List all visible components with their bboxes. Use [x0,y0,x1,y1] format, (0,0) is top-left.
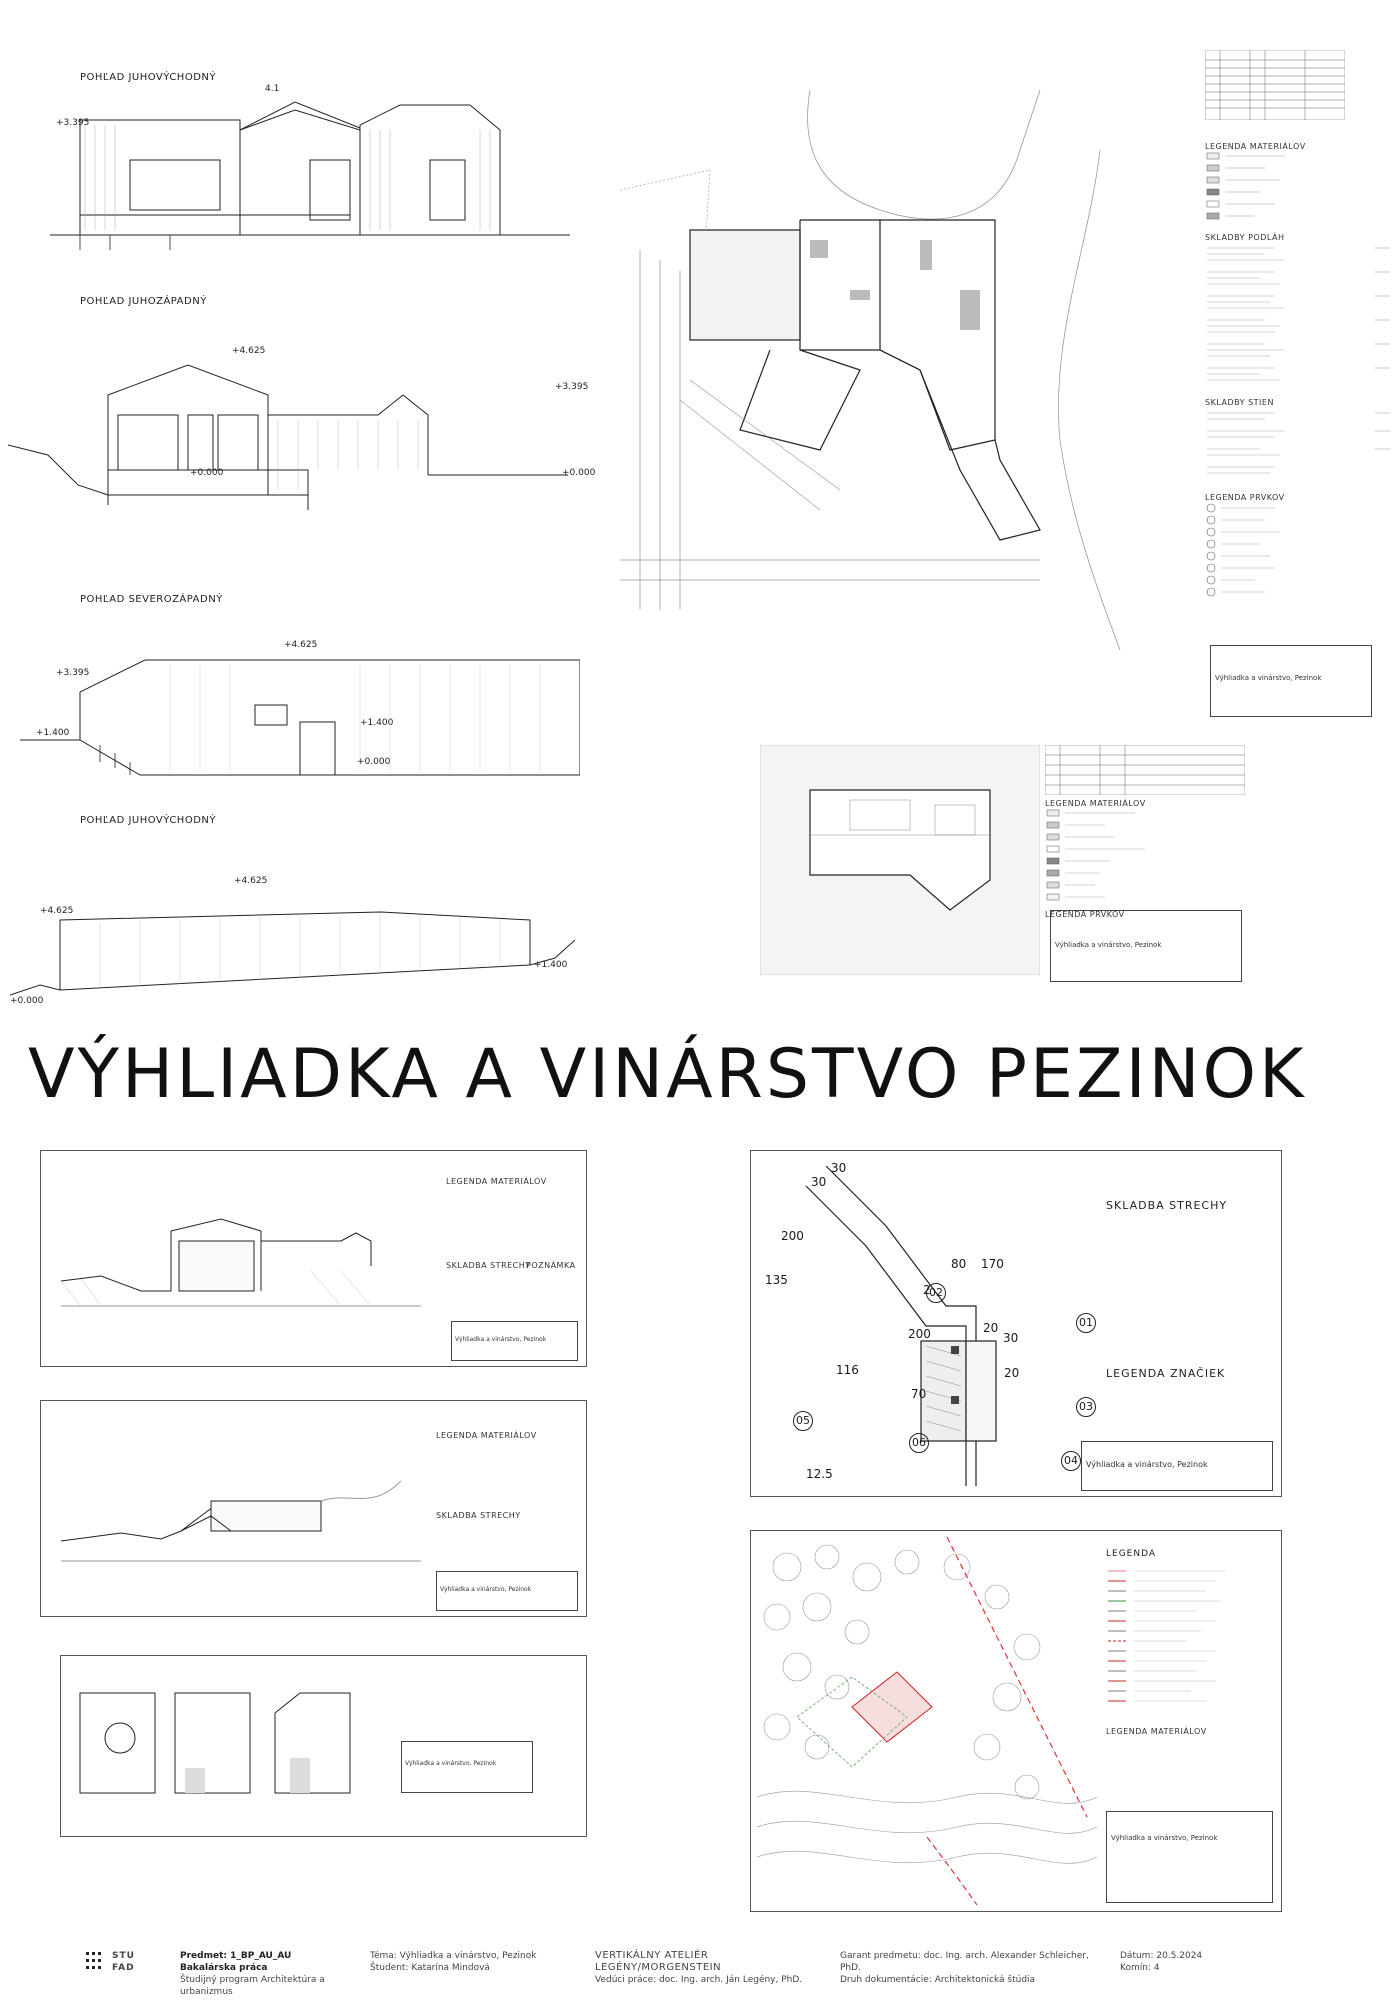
footer-studio: VERTIKÁLNY ATELIÉR LEGÉNY/MORGENSTEIN [595,1950,722,1973]
marker-04: 04 [1061,1451,1081,1471]
footer-consultant: Garant predmetu: doc. Ing. arch. Alexander Schleicher, PhD. [840,1951,1089,1973]
elevation-level-2d: +0.000 [562,468,596,478]
page-title: VÝHLIADKA A VINÁRSTVO PEZINOK [28,1035,1307,1114]
marker-06: 06 [909,1433,929,1453]
legend-materials-title-2: LEGENDA MATERIÁLOV [1045,799,1146,808]
legend-walls-title: SKLADBY STIEN [1205,398,1274,407]
section-1-note-title: POZNÁMKA [526,1261,576,1270]
elevation-level-4a: +4.625 [234,876,268,886]
elevation-drawing-3 [20,650,580,780]
elevation-level-2a: +4.625 [232,346,266,356]
legend-elements-title: LEGENDA PRVKOV [1205,493,1285,502]
elevation-drawing-1 [50,90,570,250]
footer-topic-block [370,1950,550,1974]
section-1-legend-title: LEGENDA MATERIÁLOV [446,1177,547,1186]
marker-02: 02 [926,1283,946,1303]
footer-student: Študent: Katarína Mindová [370,1963,490,1973]
detail-dim-8: 170 [981,1257,1004,1271]
title-block-2 [1050,910,1242,982]
site-legend-title: LEGENDA [1106,1549,1157,1559]
footer-date: Dátum: 20.5.2024 [1120,1951,1203,1961]
detail-dim-11: 30 [1003,1331,1019,1345]
detail-dim-12: 70 [911,1387,927,1401]
section-1-roof-title: SKLADBA STRECHY [446,1261,531,1270]
detail-roof-title: SKLADBA STRECHY [1106,1199,1228,1212]
site-legend-items [1106,1565,1271,1715]
elevation-level-3c: +1.400 [36,728,70,738]
detail-project: Výhliadka a vinárstvo, Pezinok [1086,1460,1208,1469]
detail-sheet [750,1150,1282,1497]
marker-05: 05 [793,1411,813,1431]
marker-01: 01 [1076,1313,1096,1333]
site-plan-sheet [750,1530,1282,1912]
detail-dim-7: 80 [951,1257,967,1271]
footer-doctype: Druh dokumentácie: Architektonická štúdia [840,1975,1036,1985]
footer-lead: Vedúci práce: doc. Ing. arch. Ján Legény, PhD. [595,1975,803,1985]
section-sheet-1 [40,1150,587,1367]
detail-dim-14: 12.5 [806,1467,833,1481]
section-sheet-2 [40,1400,587,1617]
title-block-2-project: Výhliadka a vinárstvo, Pezinok [1055,941,1162,949]
detail-title-block [1081,1441,1273,1491]
elevation-label-2: POHĽAD JUHOZÁPADNÝ [80,296,207,307]
legend-materials-swatches-1 [1205,151,1305,221]
elevation-level-3a: +4.625 [284,640,318,650]
legend-panel-plan [1205,50,1395,610]
section-1-title-block [451,1321,578,1361]
footer-consultant-block [840,1950,1100,1986]
elevation-level-2c: +0.000 [190,468,224,478]
title-block-1 [1210,645,1372,717]
interior-details-drawing [75,1678,405,1818]
detail-dim-2: 30 [831,1161,847,1175]
legend-floors-lines [1205,242,1395,392]
elevation-level-4b: +4.625 [40,906,74,916]
detail-dim-10: 20 [983,1321,999,1335]
section-drawing-1 [61,1211,431,1321]
title-block-1-project: Výhliadka a vinárstvo, Pezinok [1215,674,1322,682]
legend-floors-title: SKLADBY PODLÁH [1205,233,1285,242]
legend-elements-icons [1205,502,1325,602]
detail-dim-6: 2 [923,1283,931,1297]
elevation-level-2b: +3.395 [555,382,589,392]
detail-marks-title: LEGENDA ZNAČIEK [1106,1367,1226,1380]
section-drawing-2 [61,1461,431,1571]
interior-title-block [401,1741,533,1793]
site-project: Výhliadka a vinárstvo, Pezinok [1111,1834,1218,1842]
detail-dim-1: 30 [811,1175,827,1189]
elevation-level-1: +3.395 [56,118,90,128]
interior-project: Výhliadka a vinárstvo, Pezinok [405,1760,497,1767]
detail-dim-4: 135 [765,1273,788,1287]
floor-plan-drawing [620,90,1140,650]
elevation-level-3e: +0.000 [357,757,391,767]
elevation-drawing-2 [8,345,578,520]
footer-logo-text: STU FAD [112,1951,135,1973]
elevation-level-4c: +1.400 [534,960,568,970]
section-2-roof-title: SKLADBA STRECHY [436,1511,521,1520]
elevation-label-1: POHĽAD JUHOVÝCHODNÝ [80,72,216,83]
marker-03: 03 [1076,1397,1096,1417]
detail-dim-3: 200 [781,1229,804,1243]
footer-program: Študijný program Architektúra a urbanizmus [180,1975,325,1997]
elevation-level-3d: +1.400 [360,718,394,728]
footer-topic: Téma: Výhliadka a vinárstvo, Pezinok [370,1951,537,1961]
detail-dim-13: 20 [1004,1366,1020,1380]
elevation-drawing-4 [10,890,575,1000]
section-2-legend-title: LEGENDA MATERIÁLOV [436,1431,537,1440]
elevation-dim-1: 4.1 [265,84,280,94]
footer-sheet: Komín: 4 [1120,1963,1160,1973]
footer-subject-block [180,1950,340,1998]
legend-elements-title-2: LEGENDA PRVKOV [1045,910,1125,919]
site-plan-drawing [757,1537,1097,1905]
section-2-project: Výhliadka a vinárstvo, Pezinok [440,1586,532,1593]
detail-dim-5: 116 [836,1363,859,1377]
section-1-project: Výhliadka a vinárstvo, Pezinok [455,1336,547,1343]
site-title-block [1106,1811,1273,1903]
footer-date-block [1120,1950,1240,1974]
elevation-level-3b: +3.395 [56,668,90,678]
elevation-label-4: POHĽAD JUHOVÝCHODNÝ [80,815,216,826]
elevation-label-3: POHĽAD SEVEROZÁPADNÝ [80,594,223,605]
legend-materials-swatches-2 [1045,808,1165,908]
footer-studio-block [595,1950,825,1986]
detail-dim-9: 200 [908,1327,931,1341]
footer-subject: Predmet: 1_BP_AU_AU Bakalárska práca [180,1951,292,1973]
section-2-title-block [436,1571,578,1611]
room-table [1205,50,1345,120]
second-floor-plan [760,745,1040,975]
legend-walls-lines [1205,407,1395,487]
legend-materials-title-1: LEGENDA MATERIÁLOV [1205,142,1306,151]
interior-sheet-3 [60,1655,587,1837]
stu-logo-icon [86,1952,108,1970]
room-table-2 [1045,745,1245,795]
elevation-level-4d: +0.000 [10,996,44,1006]
site-materials-title: LEGENDA MATERIÁLOV [1106,1727,1207,1736]
